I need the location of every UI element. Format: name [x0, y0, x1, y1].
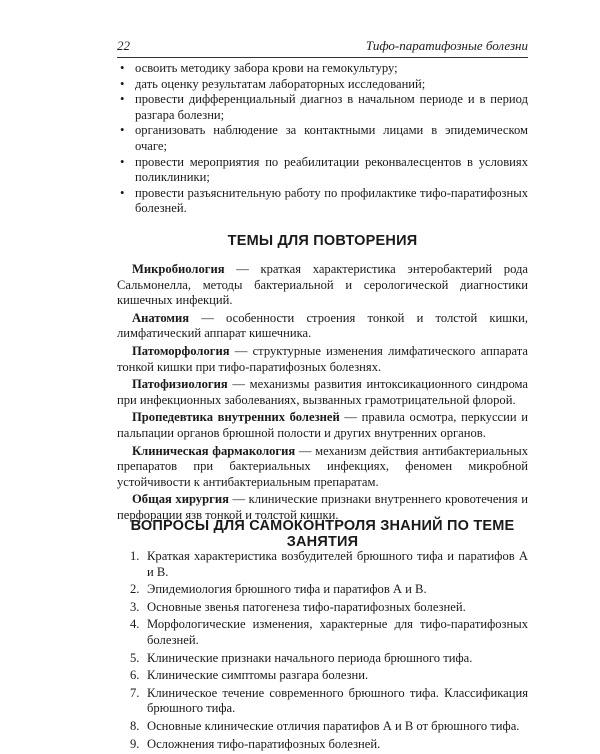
topic-text: — механизм действия антибактериальных препаратов при бактериальных инфекциях, феномен микробной устойчивости к антибактериальным препаратам.	[117, 443, 529, 489]
question-text: Краткая характеристика возбудителей брюшного тифа и паратифов А и В.	[147, 549, 528, 579]
question-text: Клинические симптомы разгара болезни.	[147, 668, 369, 683]
topic-paragraph	[117, 444, 528, 491]
question-number: 7.	[130, 685, 140, 700]
bullet-icon: •	[120, 92, 125, 107]
bullet-item: • провести разъяснительную работу по профилактике тифо-паратифозных болезней.	[120, 185, 528, 216]
topic-term: Патофизиология	[132, 377, 228, 392]
bullet-icon: •	[120, 61, 125, 75]
bullet-item: • провести дифференциальный диагноз в начальном периоде и в период разгара болезни;	[120, 92, 528, 122]
question-item	[117, 651, 528, 667]
section-heading-review-topics: ТЕМЫ ДЛЯ ПОВТОРЕНИЯ	[227, 233, 418, 249]
review-topics	[117, 262, 528, 526]
bullet-item: • освоить методику забора крови на гемокультуру;	[120, 61, 398, 75]
bullet-icon: •	[120, 76, 125, 91]
question-number: 2.	[130, 582, 140, 597]
question-number: 3.	[130, 599, 140, 614]
question-number: 6.	[130, 668, 140, 683]
topic-paragraph	[117, 344, 528, 375]
bullet-icon: •	[120, 123, 125, 138]
section-heading-self-control-questions: ВОПРОСЫ ДЛЯ САМОКОНТРОЛЯ ЗНАНИЙ ПО ТЕМЕ ЗАНЯТИЯ	[130, 518, 515, 550]
topic-text: — структурные изменения лимфатического аппарата тонкой кишки при тифо-паратифозных болезнях.	[117, 343, 528, 374]
topic-text: — правила осмотра, перкуссии и пальпации органов брюшной полости и других внутренних органов.	[117, 410, 528, 440]
topic-term: Общая хирургия	[132, 492, 229, 507]
topic-paragraph	[117, 311, 528, 342]
question-item	[117, 600, 528, 616]
topic-paragraph	[117, 377, 528, 408]
skills-bullet-list	[117, 61, 528, 217]
topic-paragraph	[117, 410, 528, 441]
question-number: 1.	[130, 549, 140, 563]
topic-term: Пропедевтика внутренних болезней	[132, 410, 340, 425]
question-item	[117, 582, 528, 598]
bullet-icon: •	[120, 154, 125, 169]
question-item	[117, 719, 528, 735]
question-text: Основные звенья патогенеза тифо-паратифозных болезней.	[147, 599, 466, 614]
self-control-question-list	[117, 549, 528, 754]
question-text: Осложнения тифо-паратифозных болезней.	[147, 736, 381, 751]
running-title: Тифо-паратифозные болезни	[365, 38, 528, 53]
question-number: 5.	[130, 650, 140, 665]
topic-text: — краткая характеристика энтеробактерий рода Сальмонелла, методы бактериальной и серологической диагностики кишечных инфекций.	[117, 262, 528, 308]
question-item	[117, 617, 528, 648]
topic-text: — клинические признаки внутреннего кровотечения и перфорации язв тонкой и толстой кишки.	[117, 492, 528, 522]
bullet-item: • организовать наблюдение за контактными лицами в эпидемическом очаге;	[120, 123, 528, 153]
question-number: 8.	[130, 718, 140, 733]
question-item	[117, 686, 528, 717]
topic-text: — механизмы развития интоксикационного синдрома при инфекционных заболеваниях, вызванных грамотрицательной флорой.	[117, 377, 528, 407]
topic-term: Микробиология	[132, 262, 225, 276]
question-text: Клиническое течение современного брюшного тифа. Классификация брюшного тифа.	[147, 685, 528, 716]
bullet-item: • дать оценку результатам лабораторных исследований;	[120, 76, 426, 91]
question-number: 9.	[130, 736, 140, 751]
question-item	[117, 668, 528, 684]
question-text: Основные клинические отличия паратифов А и В от брюшного тифа.	[147, 718, 520, 733]
bullet-icon: •	[120, 185, 125, 200]
running-header	[117, 38, 528, 60]
topic-paragraph	[117, 262, 528, 309]
topic-term: Клиническая фармакология	[132, 443, 296, 458]
header-rule	[117, 57, 528, 58]
question-number: 4.	[130, 617, 140, 632]
topic-term: Анатомия	[132, 310, 190, 325]
question-text: Клинические признаки начального периода брюшного тифа.	[147, 650, 473, 665]
bullet-item: • провести мероприятия по реабилитации реконвалесцентов в условиях поликлиники;	[120, 154, 528, 185]
topic-text: — особенности строения тонкой и толстой кишки, лимфатический аппарат кишечника.	[117, 310, 528, 341]
question-item	[117, 549, 528, 580]
topic-term: Патоморфология	[132, 343, 230, 358]
question-text: Морфологические изменения, характерные для тифо-паратифозных болезней.	[147, 617, 528, 647]
page-number: 22	[117, 38, 130, 53]
question-text: Эпидемиология брюшного тифа и паратифов А и В.	[147, 582, 427, 597]
